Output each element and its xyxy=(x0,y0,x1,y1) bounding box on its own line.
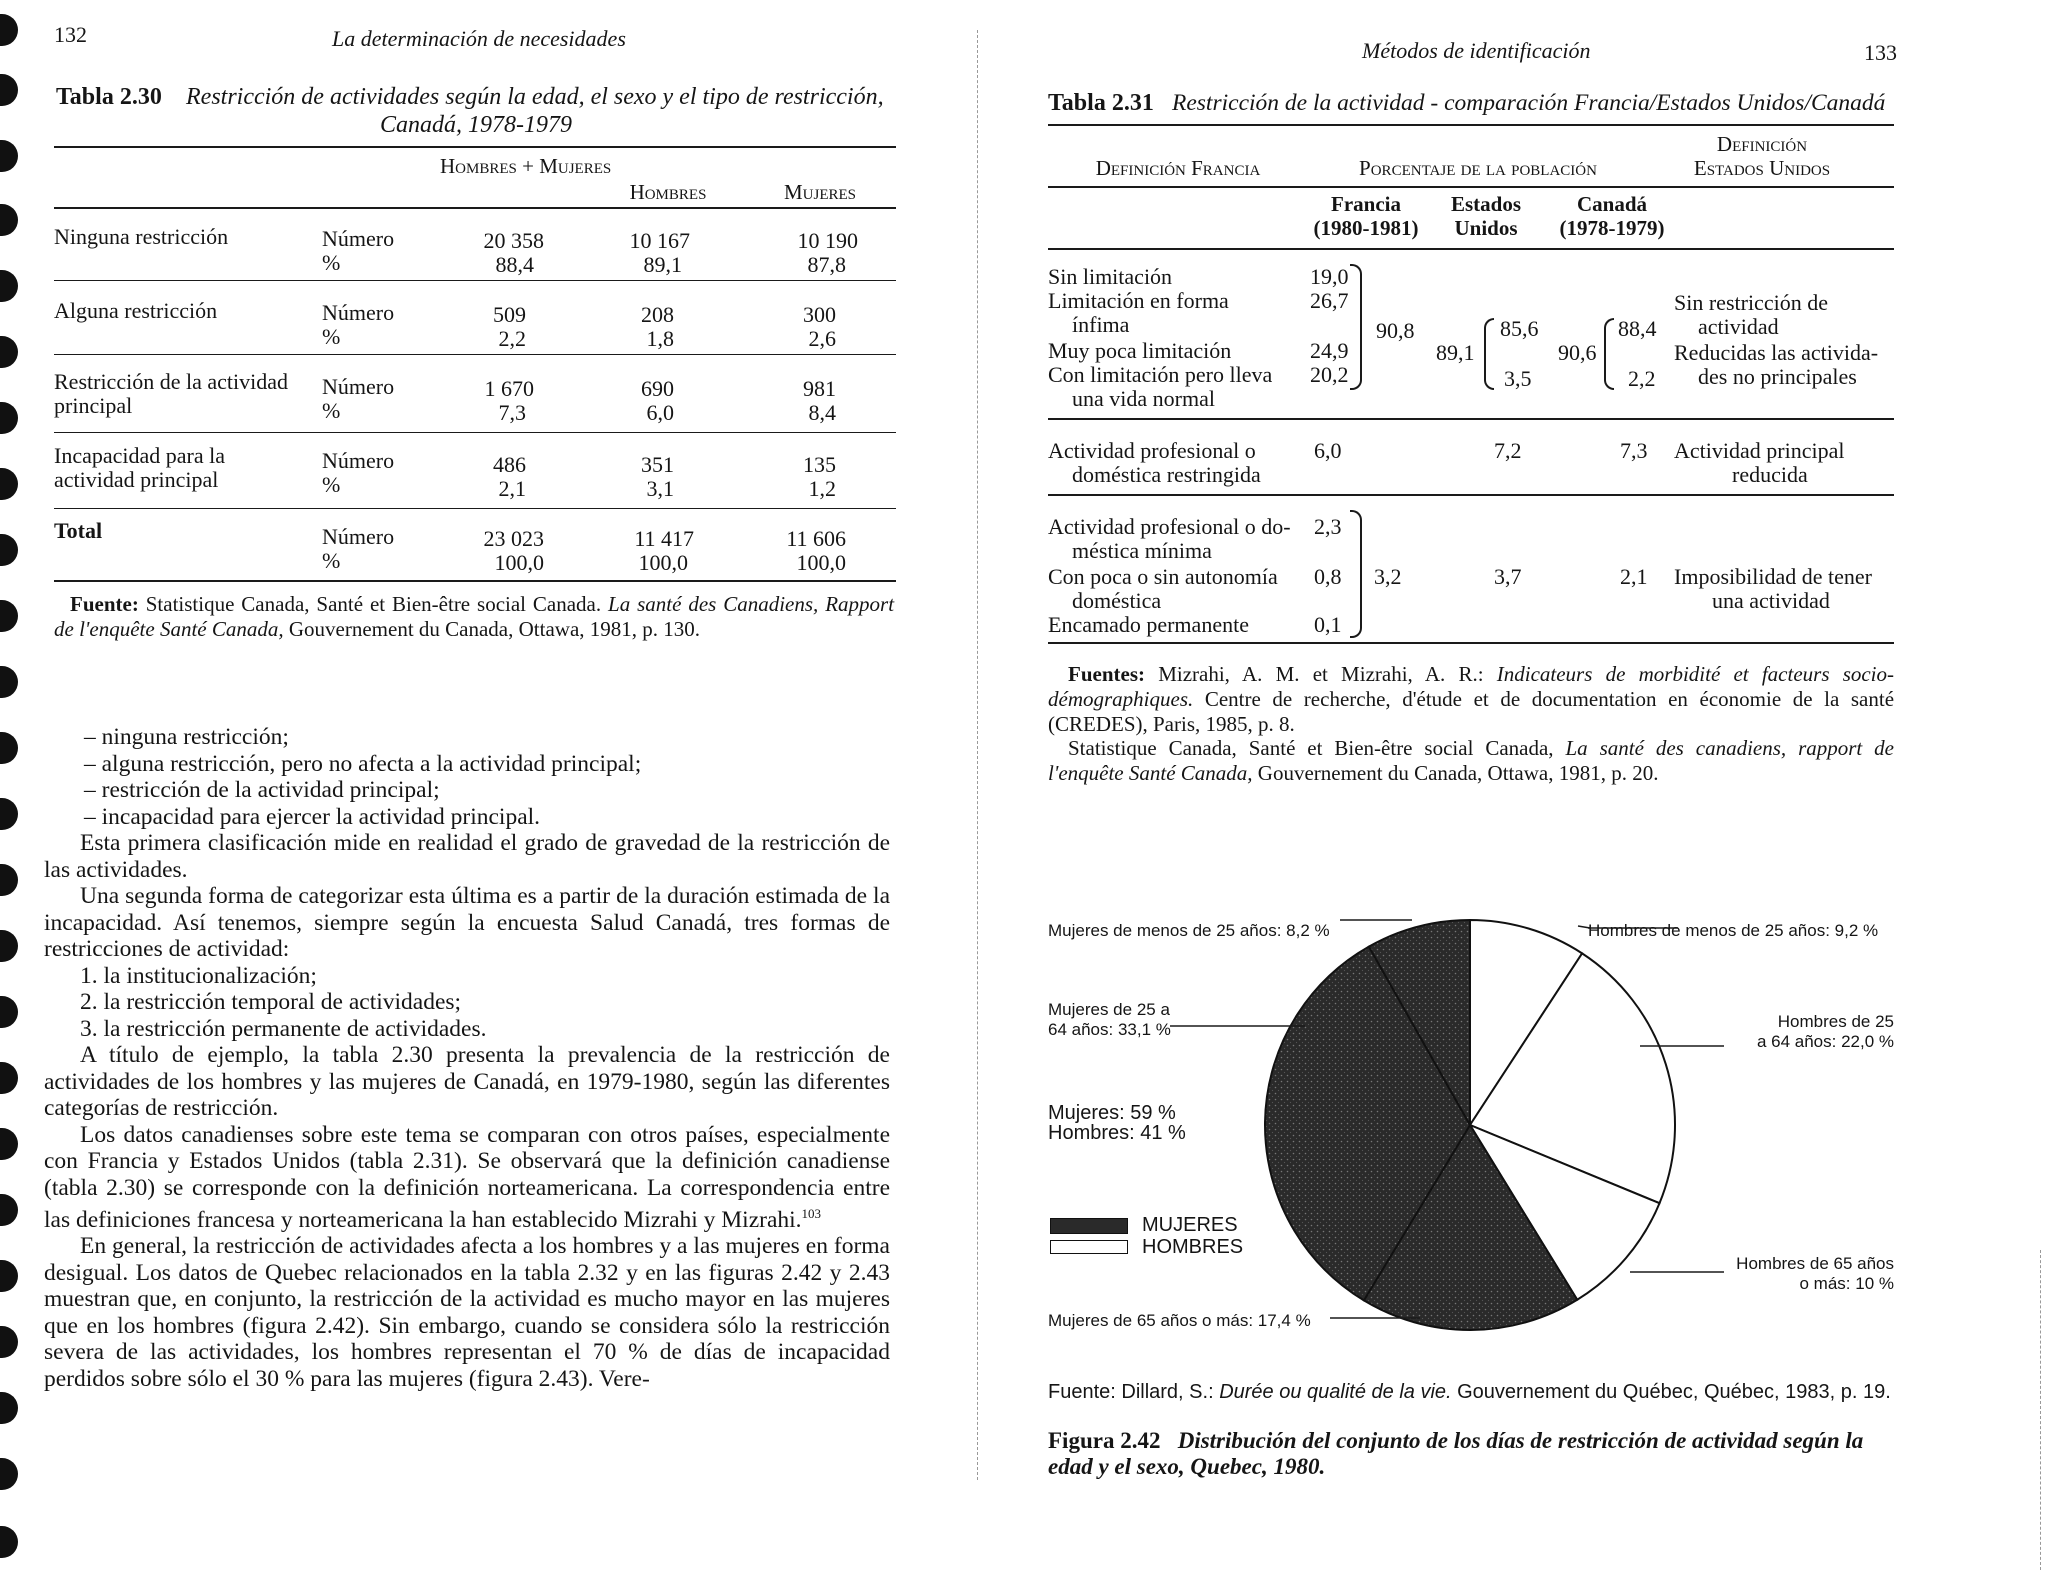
cell: 8,4 xyxy=(808,400,836,425)
paragraph: A título de ejemplo, la tabla 2.30 presenta la prevalencia de la restricción de actividades de los hombres y las mujeres de Canadá, en 1979-1980, según las diferentes categorías de restricción. xyxy=(44,1042,890,1121)
paragraph: Una segunda forma de categorizar esta última es a partir de la duración estimada de la incapacidad. Así tenemos, siempre según la encuesta Salud Canadá, tres formas de restricciones de actividad: xyxy=(44,883,890,962)
col-header-def-us: Estados Unidos xyxy=(1693,156,1831,180)
definition: Imposibilidad de tener xyxy=(1674,564,1872,589)
table-sources: Statistique Canada, Santé et Bien-être social Canada, La santé des canadiens, rapport de l'enquête Santé Canada, Gouvernement du Canada, Ottawa, 1981, p. 20. xyxy=(1048,736,1894,785)
brace xyxy=(1484,318,1494,390)
brace xyxy=(1350,510,1362,638)
right-running-head: Métodos de identificación xyxy=(1362,38,1591,63)
cell: 2,1 xyxy=(498,476,526,501)
cell: 24,9 xyxy=(1310,338,1349,363)
left-body-text xyxy=(44,724,890,1392)
row-label: Muy poca limitación xyxy=(1048,338,1232,363)
unit: % xyxy=(322,472,341,497)
row-label: Limitación en forma xyxy=(1048,288,1229,313)
cell: 10 167 xyxy=(629,228,690,253)
cell: 90,8 xyxy=(1376,318,1415,343)
cell: 87,8 xyxy=(807,252,846,277)
definition: Actividad principal xyxy=(1674,438,1845,463)
row-label: Incapacidad para la actividad principal xyxy=(54,443,225,492)
row-label: doméstica restringida xyxy=(1072,462,1261,487)
list-item: 1. la institucionalización; xyxy=(80,962,317,989)
unit: Número xyxy=(322,524,395,549)
unit: Número xyxy=(322,374,395,399)
cell: 208 xyxy=(641,302,674,327)
legend-label-mujeres: MUJERES xyxy=(1142,1214,1238,1236)
cell: 11 417 xyxy=(634,526,694,551)
sub-header: Unidos xyxy=(1454,216,1518,240)
cell: 3,2 xyxy=(1374,564,1402,589)
row-label: Total xyxy=(54,518,103,543)
legend-swatch-mujeres xyxy=(1050,1218,1128,1234)
label-m-25-64: 64 años: 33,1 % xyxy=(1048,1020,1171,1039)
unit: % xyxy=(322,548,341,573)
col-header-pct: Porcentaje de la población xyxy=(1359,156,1597,180)
cell: 1 670 xyxy=(484,376,534,401)
cell: 88,4 xyxy=(495,252,534,277)
row-label: Ninguna restricción xyxy=(54,224,229,249)
cell: 26,7 xyxy=(1310,288,1349,313)
unit: % xyxy=(322,398,341,423)
cell: 85,6 xyxy=(1500,316,1539,341)
cell: 486 xyxy=(493,452,526,477)
col-header-def-us: Definición xyxy=(1716,132,1808,156)
list-item: 3. la restricción permanente de actividades. xyxy=(80,1015,487,1042)
cell: 3,5 xyxy=(1504,366,1532,391)
row-label: Alguna restricción xyxy=(54,298,218,323)
cell: 135 xyxy=(803,452,836,477)
cell: 2,2 xyxy=(1628,366,1656,391)
list-item: – restricción de la actividad principal; xyxy=(84,777,440,803)
cell: 11 606 xyxy=(786,526,846,551)
legend-swatch-hombres xyxy=(1050,1240,1128,1254)
scan-edge xyxy=(2040,1250,2041,1570)
figure-source: Fuente: Dillard, S.: Durée ou qualité de la vie. Gouvernement du Québec, Québec, 1983, p. 19. xyxy=(1048,1381,1891,1403)
row-label: una vida normal xyxy=(1072,386,1215,411)
cell: 2,6 xyxy=(808,326,836,351)
cell: 1,2 xyxy=(808,476,836,501)
cell: 3,7 xyxy=(1494,564,1522,589)
sub-header: Estados xyxy=(1450,192,1522,216)
definition: des no principales xyxy=(1698,364,1857,389)
brace xyxy=(1350,264,1362,390)
row-label: Encamado permanente xyxy=(1048,612,1249,637)
cell: 0,8 xyxy=(1314,564,1342,589)
brace xyxy=(1604,318,1614,390)
row-label: Actividad profesional o xyxy=(1048,438,1256,463)
label-h-25-64: a 64 años: 22,0 % xyxy=(1756,1032,1894,1051)
row-label: Con limitación pero lleva xyxy=(1048,362,1273,387)
cell: 20,2 xyxy=(1310,362,1349,387)
list-item: – ninguna restricción; xyxy=(84,724,289,750)
unit: Número xyxy=(322,300,395,325)
cell: 90,6 xyxy=(1558,340,1597,365)
sub-header: (1978-1979) xyxy=(1559,216,1665,240)
row-label: ínfima xyxy=(1072,312,1130,337)
figure-caption: Figura 2.42 Distribución del conjunto de los días de restricción de actividad según la edad y el sexo, Quebec, 1980. xyxy=(1048,1428,1864,1479)
table-title: Canadá, 1978-1979 xyxy=(380,112,572,138)
table-title: Restricción de la actividad - comparación Francia/Estados Unidos/Canadá xyxy=(1172,90,1886,116)
label-m-under25: Mujeres de menos de 25 años: 8,2 % xyxy=(1048,921,1330,940)
col-header-hm: Hombres + Mujeres xyxy=(440,154,612,178)
paragraph: Los datos canadienses sobre este tema se comparan con otros países, especialmente con Francia y Estados Unidos (tabla 2.31). Se observará que la definición canadiense (tabla 2.30) se corresponde con la definición norteamericana. La correspondencia entre las definiciones francesa y norteamericana la han establecido Mizrahi y Mizrahi.$^{103}$ xyxy=(44,1121,890,1233)
cell: 6,0 xyxy=(646,400,674,425)
unit: % xyxy=(322,250,341,275)
cell: 300 xyxy=(803,302,836,327)
cell: 20 358 xyxy=(483,228,544,253)
right-page-number: 133 xyxy=(1864,40,1897,65)
sub-header: (1980-1981) xyxy=(1313,216,1419,240)
left-running-head: La determinación de necesidades xyxy=(332,26,626,51)
row-label: méstica mínima xyxy=(1072,538,1212,563)
sub-header: Canadá xyxy=(1576,192,1648,216)
cell: 981 xyxy=(803,376,836,401)
cell: 100,0 xyxy=(796,550,846,575)
table-label: Tabla 2.30 xyxy=(56,84,162,110)
total-hombres: Hombres: 41 % xyxy=(1048,1122,1186,1144)
page-gutter xyxy=(977,30,978,1480)
paragraph: En general, la restricción de actividades afecta a los hombres y a las mujeres en forma desigual. Los datos de Quebec relacionados en la tabla 2.32 y en las figuras 2.42 y 2.43 muestran que, en conjunto, la restricción de la actividad es mucho mayor en las mujeres que en los hombres (figura 2.42). Sin embargo, cuando se considera sólo la restricción severa de las actividades, los hombres representan el 70 % de días de incapacidad perdidos sobre sólo el 30 % para las mujeres (figura 2.43). Vere- xyxy=(44,1233,890,1392)
row-label: Restricción de la actividad principal xyxy=(54,369,288,418)
label-m-25-64: Mujeres de 25 a xyxy=(1048,1000,1170,1019)
table-label: Tabla 2.31 xyxy=(1048,90,1154,116)
cell: 6,0 xyxy=(1314,438,1342,463)
row-label: doméstica xyxy=(1072,588,1162,613)
cell: 3,1 xyxy=(646,476,674,501)
cell: 7,3 xyxy=(498,400,526,425)
definition: Reducidas las activida- xyxy=(1674,340,1879,365)
cell: 89,1 xyxy=(1436,340,1475,365)
cell: 351 xyxy=(641,452,674,477)
unit: Número xyxy=(322,448,395,473)
sub-header: Francia xyxy=(1331,192,1401,216)
total-mujeres: Mujeres: 59 % xyxy=(1048,1102,1176,1124)
label-h-65: Hombres de 65 años xyxy=(1736,1254,1894,1273)
cell: 23 023 xyxy=(483,526,544,551)
cell: 7,2 xyxy=(1494,438,1522,463)
label-h-65: o más: 10 % xyxy=(1799,1274,1894,1293)
col-header-hombres: Hombres xyxy=(629,180,707,204)
cell: 2,1 xyxy=(1620,564,1648,589)
cell: 100,0 xyxy=(638,550,688,575)
cell: 100,0 xyxy=(494,550,544,575)
cell: 88,4 xyxy=(1618,316,1657,341)
row-label: Actividad profesional o do- xyxy=(1048,514,1291,539)
cell: 2,3 xyxy=(1314,514,1342,539)
table-sources: Fuentes: Mizrahi, A. M. et Mizrahi, A. R.: Indicateurs de morbidité et facteurs socio-démographiques. Centre de recherche, d'étude et de documentation en économie de la santé (CREDES), Paris, 1985, p. 8. xyxy=(1048,662,1895,736)
unit: Número xyxy=(322,226,395,251)
cell: 1,8 xyxy=(646,326,674,351)
left-page-number: 132 xyxy=(54,22,87,47)
label-h-25-64: Hombres de 25 xyxy=(1777,1012,1894,1031)
row-label: Sin limitación xyxy=(1048,264,1173,289)
definition: actividad xyxy=(1698,314,1779,339)
cell: 7,3 xyxy=(1620,438,1648,463)
col-header-def-fr: Definición Francia xyxy=(1095,156,1261,180)
cell: 509 xyxy=(493,302,526,327)
list-item: – alguna restricción, pero no afecta a la actividad principal; xyxy=(84,750,642,777)
definition: Sin restricción de xyxy=(1674,290,1828,315)
row-label: Con poca o sin autonomía xyxy=(1048,564,1278,589)
table-source: Fuente: Statistique Canada, Santé et Bien-être social Canada. La santé des Canadiens, Rapport de l'enquête Santé Canada, Gouvernement du Canada, Ottawa, 1981, p. 130. xyxy=(54,592,895,641)
cell: 19,0 xyxy=(1310,264,1349,289)
unit: % xyxy=(322,324,341,349)
cell: 2,2 xyxy=(498,326,526,351)
cell: 0,1 xyxy=(1314,612,1342,637)
cell: 690 xyxy=(641,376,674,401)
definition: una actividad xyxy=(1712,588,1830,613)
label-m-65: Mujeres de 65 años o más: 17,4 % xyxy=(1048,1311,1311,1330)
list-item: – incapacidad para ejercer la actividad principal. xyxy=(84,803,541,830)
footnote-ref: 103 xyxy=(801,1206,822,1221)
paragraph: Esta primera clasificación mide en realidad el grado de gravedad de la restricción de las actividades. xyxy=(44,830,890,883)
cell: 10 190 xyxy=(797,228,858,253)
list-item: 2. la restricción temporal de actividades; xyxy=(80,989,462,1015)
col-header-mujeres: Mujeres xyxy=(783,180,856,204)
label-h-under25: Hombres de menos de 25 años: 9,2 % xyxy=(1588,921,1879,940)
legend-label-hombres: HOMBRES xyxy=(1142,1236,1244,1258)
table-title: Restricción de actividades según la edad, el sexo y el tipo de restricción, xyxy=(186,84,884,110)
definition: reducida xyxy=(1732,462,1808,487)
cell: 89,1 xyxy=(643,252,682,277)
